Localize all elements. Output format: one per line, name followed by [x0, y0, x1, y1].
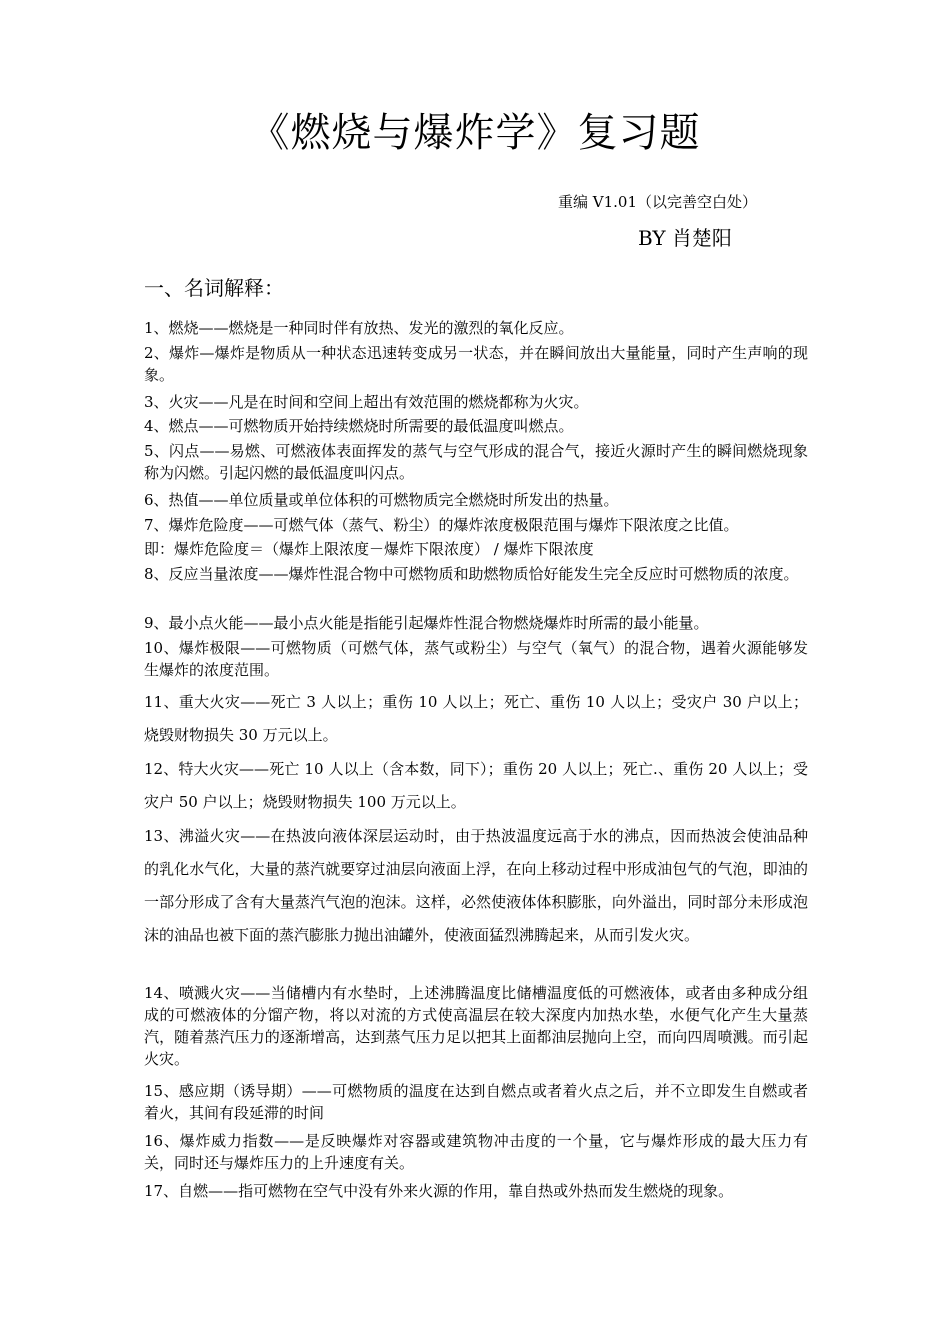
definition-item: 14、喷溅火灾——当储槽内有水垫时，上述沸腾温度比储槽温度低的可燃液体，或者由多种成分组成的可燃液体的分馏产物，将以对流的方式使高温层在较大深度内加热水垫，水便气化产生大量蒸汽，随着蒸汽压力的逐渐增高，达到蒸气压力足以把其上面都油层抛向上空，而向四周喷溅。而引起火灾。 — [144, 984, 808, 1068]
definition-item: 4、燃点——可燃物质开始持续燃烧时所需要的最低温度叫燃点。 — [144, 417, 574, 435]
definition-item: 1、燃烧——燃烧是一种同时伴有放热、发光的激烈的氧化反应。 — [144, 319, 574, 337]
definition-item: 16、爆炸威力指数——是反映爆炸对容器或建筑物冲击度的一个量，它与爆炸形成的最大压力有关，同时还与爆炸压力的上升速度有关。 — [144, 1132, 808, 1172]
definition-item: 15、感应期（诱导期）——可燃物质的温度在达到自燃点或者着火点之后，并不立即发生自燃或者着火，其间有段延滞的时间 — [144, 1082, 808, 1122]
author-line: BY 肖楚阳 — [638, 226, 732, 250]
definition-item: 2、爆炸—爆炸是物质从一种状态迅速转变成另一状态，并在瞬间放出大量能量，同时产生声响的现象。 — [144, 344, 808, 384]
version-note: 重编 V1.01（以完善空白处） — [558, 193, 758, 211]
definition-item: 17、自燃——指可燃物在空气中没有外来火源的作用，靠自热或外热而发生燃烧的现象。 — [144, 1182, 734, 1200]
document-title: 《燃烧与爆炸学》复习题 — [249, 110, 701, 156]
definition-item: 12、特大火灾——死亡 10 人以上（含本数，同下）；重伤 20 人以上；死亡.、重伤 20 人以上；受灾户 50 户以上；烧毁财物损失 100 万元以上。 — [144, 760, 808, 811]
definition-item: 11、重大火灾——死亡 3 人以上；重伤 10 人以上；死亡、重伤 10 人以上；受灾户 30 户以上；烧毁财物损失 30 万元以上。 — [144, 693, 808, 744]
definition-item: 5、闪点——易燃、可燃液体表面挥发的蒸气与空气形成的混合气，接近火源时产生的瞬间燃烧现象称为闪燃。引起闪燃的最低温度叫闪点。 — [144, 442, 808, 482]
definition-item: 9、最小点火能——最小点火能是指能引起爆炸性混合物燃烧爆炸时所需的最小能量。 — [144, 614, 709, 632]
definition-item: 3、火灾——凡是在时间和空间上超出有效范围的燃烧都称为火灾。 — [144, 393, 589, 411]
section-heading: 一、名词解释： — [144, 276, 284, 300]
definition-item: 7、爆炸危险度——可燃气体（蒸气、粉尘）的爆炸浓度极限范围与爆炸下限浓度之比值。 — [144, 516, 739, 534]
definition-item: 13、沸溢火灾——在热波向液体深层运动时，由于热波温度远高于水的沸点，因而热波会使油品种的乳化水气化，大量的蒸汽就要穿过油层向液面上浮，在向上移动过程中形成油包气的气泡，即油的一部分形成了含有大量蒸汽气泡的泡沫。这样，必然使液体体积膨胀，向外溢出，同时部分未形成泡沫的油品也被下面的蒸汽膨胀力抛出油罐外，使液面猛烈沸腾起来，从而引发火灾。 — [144, 827, 808, 944]
definition-item: 6、热值——单位质量或单位体积的可燃物质完全燃烧时所发出的热量。 — [144, 491, 619, 509]
definition-item: 8、反应当量浓度——爆炸性混合物中可燃物质和助燃物质恰好能发生完全反应时可燃物质的浓度。 — [144, 565, 799, 583]
definition-item: 10、爆炸极限——可燃物质（可燃气体，蒸气或粉尘）与空气（氧气）的混合物，遇着火源能够发生爆炸的浓度范围。 — [144, 639, 808, 679]
formula-line: 即：爆炸危险度＝（爆炸上限浓度－爆炸下限浓度） / 爆炸下限浓度 — [144, 540, 594, 558]
